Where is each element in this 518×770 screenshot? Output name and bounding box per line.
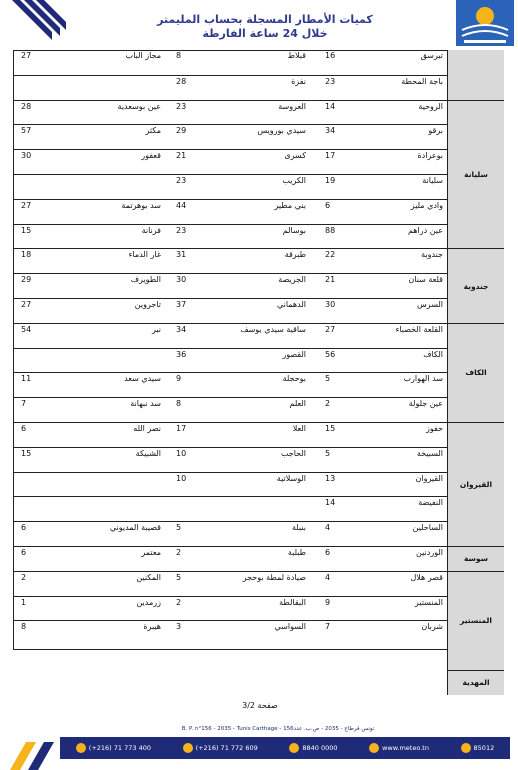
station-2: العروسة (278, 101, 306, 111)
value-3: 54 (21, 324, 32, 334)
value-1: 22 (325, 250, 336, 260)
station-3: فرنانة (141, 225, 161, 235)
station-1: القيروان (415, 473, 443, 483)
station-2: بني مطير (274, 200, 306, 210)
station-3: الطويرف (130, 275, 161, 285)
value-1: 15 (325, 424, 336, 433)
value-2: 8 (176, 399, 182, 409)
value-3: 28 (21, 101, 32, 111)
station-1: السبيخة (416, 448, 443, 458)
table-row (13, 397, 447, 423)
value-1: 13 (325, 473, 336, 483)
value-1: 14 (325, 101, 336, 111)
station-1: سليانة (422, 176, 443, 185)
station-1: برقو (428, 126, 443, 136)
station-2: قبلاط (287, 51, 306, 60)
station-1: باجة المحطة (401, 76, 443, 86)
station-2: الدهماني (276, 300, 306, 309)
station-1: حفوز (426, 424, 443, 433)
value-3: 6 (21, 424, 27, 433)
value-2: 31 (176, 250, 187, 260)
value-1: 30 (325, 300, 336, 309)
table-row (13, 149, 447, 175)
value-2: 44 (176, 200, 187, 210)
station-1: الساحلين (412, 523, 443, 533)
station-3: الشبيكة (135, 448, 161, 458)
value-3: 2 (21, 572, 27, 582)
station-1: بوعرادة (417, 151, 443, 161)
value-3: 27 (21, 200, 32, 210)
station-2: الجريصة (278, 275, 306, 285)
station-1: جندوبة (421, 250, 443, 260)
value-1: 19 (325, 176, 336, 185)
value-3 (21, 349, 51, 373)
station-3 (61, 349, 161, 373)
value-2: 2 (176, 597, 182, 607)
value-2: 37 (176, 300, 187, 309)
page-title (150, 13, 380, 41)
value-1: 21 (325, 275, 336, 285)
value-2: 17 (176, 424, 187, 433)
table-row (13, 323, 447, 349)
station-3 (61, 497, 161, 521)
station-3: قعفور (141, 151, 161, 161)
value-1: 16 (325, 51, 336, 60)
station-1: وادي مليز (410, 200, 443, 210)
table-row (13, 248, 447, 274)
hotline-icon (289, 743, 299, 753)
station-3: زرمدين (136, 597, 161, 607)
station-1: عين جلولة (408, 399, 443, 409)
station-3 (61, 76, 161, 100)
governorate-cell: الكاف (447, 323, 504, 422)
value-3: 11 (21, 374, 32, 384)
station-2: ساقية سيدي يوسف (240, 324, 306, 334)
stripes-logo-icon (6, 0, 66, 48)
fax-contact: (+216) 71 772 609 (183, 743, 258, 753)
value-2: 10 (176, 473, 187, 483)
station-3: نبر (151, 324, 161, 334)
table-row (13, 298, 447, 324)
station-2: بنبلة (292, 523, 306, 533)
value-3: 30 (21, 151, 32, 161)
value-1: 17 (325, 151, 336, 161)
value-1: 34 (325, 126, 336, 136)
station-1: سد الهوارب (403, 374, 443, 384)
value-3: 7 (21, 399, 27, 409)
station-3: سد بوهرتمة (121, 200, 161, 210)
footer-contacts (60, 740, 510, 756)
table-row (13, 447, 447, 473)
station-3: المكنين (136, 572, 161, 582)
value-1: 5 (325, 374, 331, 384)
value-1: 5 (325, 448, 331, 458)
value-3: 15 (21, 225, 32, 235)
table-row (13, 521, 447, 547)
value-1: 56 (325, 349, 336, 359)
governorate-cell: القيروان (447, 422, 504, 546)
table-row (13, 422, 447, 448)
station-2: طبرقة (284, 250, 306, 260)
value-1: 23 (325, 76, 336, 86)
value-2: 10 (176, 448, 187, 458)
value-2: 36 (176, 349, 187, 359)
governorate-cell: سوسة (447, 546, 504, 571)
station-3: هيبرة (143, 622, 161, 632)
station-2: سيدي بورويس (257, 126, 306, 136)
page-number: صفحة 3/2 (242, 701, 278, 710)
meteo-logo-icon (456, 0, 514, 46)
title-line-1: كميات الأمطار المسجلة بحساب المليمتر (157, 13, 373, 26)
value-2: 8 (176, 51, 182, 60)
value-3: 27 (21, 51, 32, 60)
station-2: طبلبة (287, 548, 306, 557)
station-2 (198, 497, 306, 521)
table-row (13, 571, 447, 597)
value-1: 6 (325, 200, 331, 210)
value-1: 88 (325, 225, 336, 235)
fax-icon (183, 743, 193, 753)
governorate-cell: المهدية (447, 670, 504, 695)
sms-contact: 85012 (461, 743, 495, 753)
value-2: 5 (176, 572, 182, 582)
station-2: البقالطة (279, 597, 306, 607)
station-3: مجاز الباب (125, 51, 161, 60)
station-2: الحاجب (280, 448, 306, 458)
station-2: صيادة لمطة بوحجر (242, 572, 306, 582)
value-2: 2 (176, 548, 182, 557)
table-row (13, 496, 447, 522)
value-3: 6 (21, 548, 27, 557)
station-3: سد نبهانة (130, 399, 161, 409)
value-3: 27 (21, 300, 32, 309)
value-3 (21, 76, 51, 100)
sms-icon (461, 743, 471, 753)
value-2: 3 (176, 622, 182, 632)
value-3: 6 (21, 523, 27, 533)
table-row (13, 100, 447, 126)
value-3: 15 (21, 448, 32, 458)
station-3: تاجروين (134, 300, 161, 309)
station-3: عين بوسعدية (117, 101, 161, 111)
globe-icon (369, 743, 379, 753)
station-1: قلعة سنان (408, 275, 443, 285)
value-3: 18 (21, 250, 32, 260)
station-1: شربان (421, 622, 443, 632)
table-row (13, 174, 447, 200)
table-row (13, 546, 447, 572)
value-2: 28 (176, 76, 187, 86)
value-1: 4 (325, 572, 331, 582)
value-1: 7 (325, 622, 331, 632)
station-3: سيدي سعد (124, 374, 161, 384)
value-2: 34 (176, 324, 187, 334)
station-2: بوحجلة (282, 374, 306, 384)
table-row (13, 224, 447, 250)
footer-address: B. P. n°156 - 2035 - Tunis Carthage - تونس قرطاج - 2035 - ص.ب. عدد156 (181, 726, 375, 732)
station-3: مكثر (145, 126, 161, 136)
value-2: 5 (176, 523, 182, 533)
value-1: 4 (325, 523, 331, 533)
value-2: 23 (176, 176, 187, 185)
station-2: العلم (289, 399, 306, 409)
table-row (13, 372, 447, 398)
value-3 (21, 175, 51, 199)
value-1: 14 (325, 498, 336, 508)
station-2: الكريب (282, 176, 306, 185)
value-2: 29 (176, 126, 187, 136)
station-1: الروحية (418, 101, 443, 111)
governorate-cell: المنستير (447, 571, 504, 670)
value-1: 27 (325, 324, 336, 334)
hotline-contact: 8840 0000 (289, 743, 337, 753)
station-1: عين دراهم (407, 225, 443, 235)
value-2: 23 (176, 101, 187, 111)
station-2: السواسي (274, 622, 306, 632)
value-2 (176, 497, 198, 521)
station-2: بوسالم (282, 225, 306, 235)
governorate-cell (447, 50, 504, 100)
table-row (13, 620, 447, 646)
table-row (13, 596, 447, 622)
station-3: نصر الله (133, 424, 161, 433)
value-3: 57 (21, 126, 32, 136)
value-2: 30 (176, 275, 187, 285)
table-row (13, 124, 447, 150)
table-row (13, 348, 447, 374)
table-row (13, 472, 447, 498)
station-3: غار الدماء (128, 250, 161, 260)
station-1: قصر هلال (410, 572, 443, 582)
phone-icon (76, 743, 86, 753)
station-1: الوردنين (416, 548, 443, 557)
station-1: الكاف (423, 349, 443, 359)
station-1: النفيضة (418, 498, 443, 508)
station-3 (61, 175, 161, 199)
table-row (13, 50, 447, 75)
value-2: 9 (176, 374, 182, 384)
website-contact[interactable]: www.meteo.tn (369, 743, 429, 753)
station-2: نفزة (291, 76, 306, 86)
value-1: 9 (325, 597, 331, 607)
table-row (13, 273, 447, 299)
value-3: 29 (21, 275, 32, 285)
station-1: تبرسق (420, 51, 443, 60)
station-3 (61, 473, 161, 497)
value-1: 6 (325, 548, 331, 557)
value-1: 2 (325, 399, 331, 409)
value-3: 1 (21, 597, 27, 607)
station-2: العلا (292, 424, 306, 433)
value-2: 21 (176, 151, 187, 161)
value-2: 23 (176, 225, 187, 235)
station-2: الوسلاتية (276, 473, 306, 483)
value-3: 8 (21, 622, 27, 632)
station-3: قصيبة المديوني (109, 523, 161, 533)
value-3 (21, 473, 51, 497)
governorate-cell: جندوبة (447, 248, 504, 322)
station-2: القصور (282, 349, 306, 359)
station-2: كسرى (284, 151, 306, 161)
table-row (13, 199, 447, 225)
station-1: السرس (417, 300, 443, 309)
station-1: القلعة الخصباء (395, 324, 443, 334)
station-3: معتمر (141, 548, 161, 557)
station-1: المنستير (414, 597, 443, 607)
value-3 (21, 497, 51, 521)
title-line-2: خلال 24 ساعة الفارطة (202, 27, 328, 40)
phone-contact: (+216) 71 773 400 (76, 743, 151, 753)
table-row (13, 75, 447, 101)
governorate-cell: سليانة (447, 100, 504, 249)
